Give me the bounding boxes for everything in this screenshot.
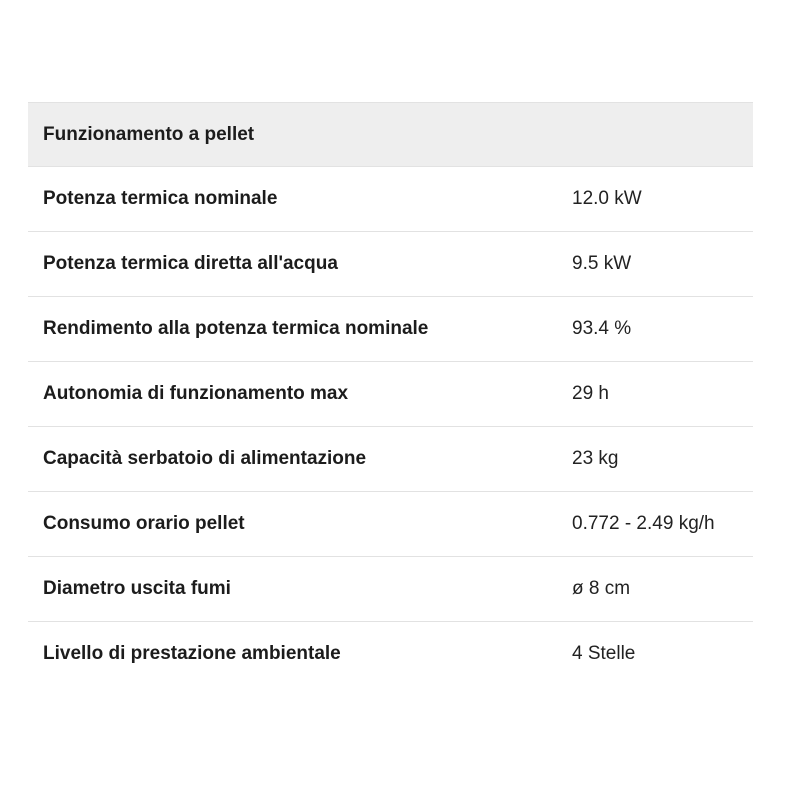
section-title: Funzionamento a pellet [28, 103, 753, 167]
table-row [28, 232, 753, 297]
spec-label: Rendimento alla potenza termica nominale [28, 297, 556, 362]
spec-value: 0.772 - 2.49 kg/h [556, 492, 753, 557]
spec-value: 23 kg [556, 427, 753, 492]
table-row [28, 427, 753, 492]
spec-label: Potenza termica diretta all'acqua [28, 232, 556, 297]
spec-label: Consumo orario pellet [28, 492, 556, 557]
table-row [28, 297, 753, 362]
spec-table [28, 102, 753, 686]
spec-value: 9.5 kW [556, 232, 753, 297]
spec-label: Potenza termica nominale [28, 167, 556, 232]
spec-label: Livello di prestazione ambientale [43, 643, 341, 664]
spec-value: 29 h [556, 362, 753, 427]
spec-header-row [28, 103, 753, 167]
table-row [28, 557, 753, 622]
spec-value: 12.0 kW [556, 167, 753, 232]
spec-label: Autonomia di funzionamento max [28, 362, 556, 427]
spec-value: 93.4 % [556, 297, 753, 362]
table-row [28, 492, 753, 557]
spec-value: ø 8 cm [556, 557, 753, 622]
spec-table-head [28, 103, 753, 167]
table-row [28, 362, 753, 427]
spec-label: Capacità serbatoio di alimentazione [28, 427, 556, 492]
table-row [28, 622, 753, 687]
spec-label: Diametro uscita fumi [28, 557, 556, 622]
spec-value: 4 Stelle [572, 643, 636, 664]
spec-table-body [28, 167, 753, 687]
table-row [28, 167, 753, 232]
